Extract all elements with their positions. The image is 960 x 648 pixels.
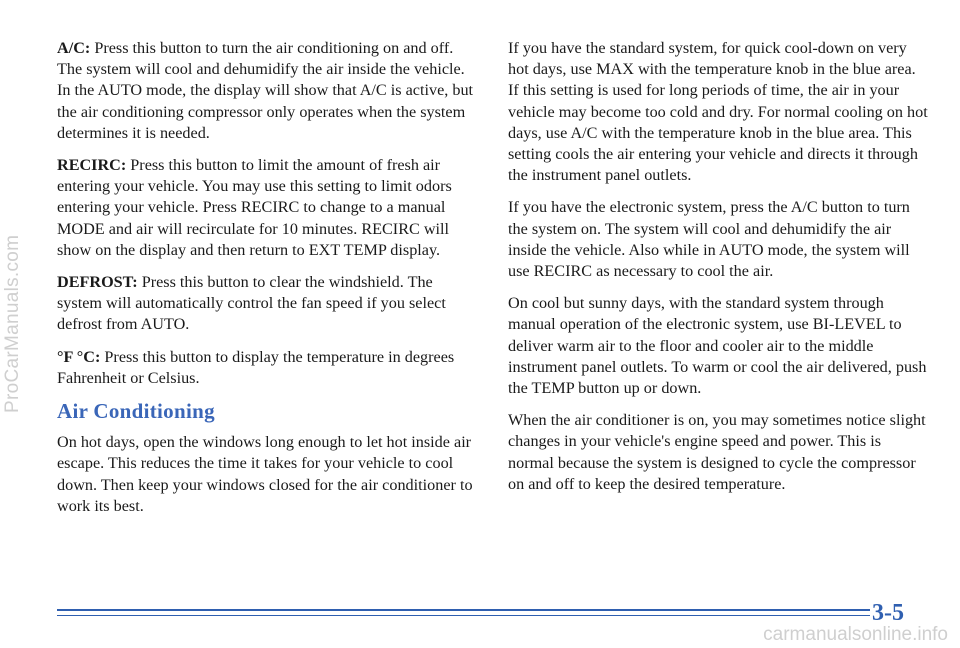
ac-paragraph (57, 38, 475, 144)
temperature-units-text: Press this button to display the temperature in degrees Fahrenheit or Celsius. (57, 347, 455, 387)
footer-rule (57, 609, 870, 611)
left-column (57, 38, 475, 528)
defrost-term: DEFROST: (57, 273, 138, 292)
temperature-units-paragraph (57, 347, 475, 389)
recirc-text: Press this button to limit the amount of fresh air entering your vehicle. You may use this setting to limit odors entering your vehicle. Press RECIRC to change to a manual MODE and air will recirculate for 10 minutes. RECIRC will show on the display and then return to EXT TEMP display. (57, 156, 452, 259)
page-number: 3-5 (872, 600, 904, 626)
section-heading: Air Conditioning (57, 399, 215, 424)
engine-speed-paragraph: When the air conditioner is on, you may sometimes notice slight changes in your vehicle's engine speed and power. This is normal because the system is designed to cycle the compressor on and off to keep the desired temperature. (508, 411, 926, 493)
defrost-paragraph (57, 272, 475, 336)
electronic-system-paragraph: If you have the electronic system, press the A/C button to turn the system on. The system will cool and dehumidify the air inside the vehicle. Also while in AUTO mode, the system will use RECIRC as necessary to cool the air. (508, 198, 910, 281)
ac-term: A/C: (57, 39, 91, 57)
side-watermark: ProCarManuals.com (2, 234, 23, 414)
standard-system-paragraph: If you have the standard system, for quick cool-down on very hot days, use MAX with the temperature knob in the blue area. If this setting is used for long periods of time, the air in your vehicle may become too cold and dry. For normal cooling on hot days, use A/C with the temperature knob in the blue area. This setting cools the air entering your vehicle and directs it through the instrument panel outlets. (508, 39, 928, 185)
ac-text: Press this button to turn the air conditioning on and off. The system will cool and dehumidify the air inside the vehicle. In the AUTO mode, the display will show that A/C is active, but the air conditioning compressor only operates when the system determines it is needed. (57, 39, 474, 142)
recirc-paragraph (57, 155, 475, 261)
air-conditioning-paragraph: On hot days, open the windows long enough to let hot inside air escape. This reduces the time it takes for your vehicle to cool down. Then keep your windows closed for the air conditioner to work its best. (57, 433, 473, 515)
footer-rule-thin (57, 615, 870, 616)
bottom-watermark: carmanualsonline.info (763, 624, 948, 645)
temperature-units-term: °F °C: (57, 347, 101, 366)
recirc-term: RECIRC: (57, 156, 127, 175)
cool-sunny-days-paragraph: On cool but sunny days, with the standard system through manual operation of the electronic system, use BI-LEVEL to deliver warm air to the floor and cooler air to the middle instrument panel outlets. To warm or cool the air delivered, push the TEMP button up or down. (508, 294, 927, 398)
right-column (508, 38, 928, 506)
defrost-text: Press this button to clear the windshield. The system will automatically control the fan speed if you select defrost from AUTO. (57, 273, 446, 334)
